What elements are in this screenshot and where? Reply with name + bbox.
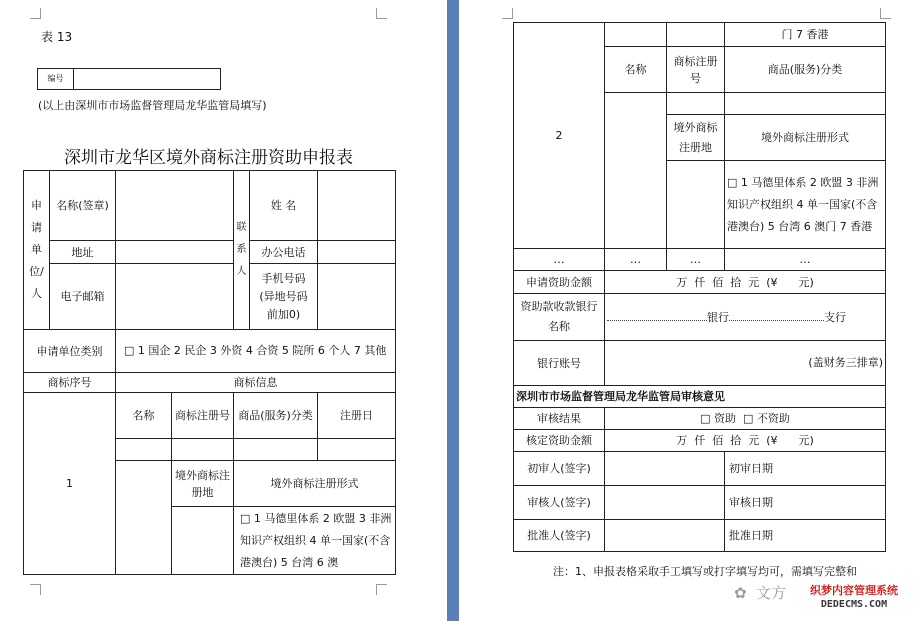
overseas-form-label: 境外商标注册形式 — [234, 461, 396, 507]
overseas-place-label-2: 境外商标注册地 — [667, 115, 725, 161]
approved-amount-label: 核定资助金额 — [514, 430, 605, 452]
office-phone-input[interactable] — [318, 241, 396, 264]
site-cn: 织梦内容管理系统 — [810, 584, 898, 597]
col-goods-2: 商品(服务)分类 — [725, 47, 886, 93]
person-name-label: 姓 名 — [250, 171, 318, 241]
watermark — [730, 578, 910, 618]
col-name: 名称 — [116, 393, 172, 439]
col-regno: 商标注册号 — [172, 393, 234, 439]
first-reviewer-label: 初审人(签字) — [514, 452, 605, 486]
bank-input[interactable] — [605, 294, 886, 341]
mobile-input[interactable] — [318, 264, 396, 330]
account-note: (盖财务三排章) — [808, 356, 883, 369]
crop-mark — [376, 584, 387, 595]
name-label: 名称(签章) — [50, 171, 116, 241]
crop-mark — [880, 8, 891, 19]
approved-amount-units[interactable]: 万 仟 佰 拾 元 (¥ 元) — [605, 430, 886, 452]
tm-seq-header: 商标序号 — [24, 373, 116, 393]
col-regdate: 注册日 — [318, 393, 396, 439]
reviewer-sign[interactable] — [605, 486, 725, 520]
review-date-cell[interactable] — [725, 486, 886, 520]
goods-cell-2[interactable] — [725, 93, 886, 115]
overseas-place-input[interactable] — [172, 507, 234, 575]
ellipsis-cell: … — [667, 249, 725, 271]
col-regno-2: 商标注册号 — [667, 47, 725, 93]
regno-cell[interactable] — [172, 439, 234, 461]
applicant-unit-label: 申 请 单 位/ 人 — [24, 171, 50, 330]
reviewer-label: 审核人(签字) — [514, 486, 605, 520]
account-label: 银行账号 — [514, 341, 605, 386]
regdate-cell[interactable] — [318, 439, 396, 461]
contact-person-label: 联 系 人 — [234, 171, 250, 330]
overseas-form-options[interactable]: □ 1 马德里体系 2 欧盟 3 非洲知识产权组织 4 单一国家(不含港澳台) 5 台湾 6 澳 — [234, 507, 396, 575]
ellipsis-cell: … — [605, 249, 667, 271]
form-options-cont: 门 7 香港 — [725, 23, 886, 47]
ellipsis-cell: … — [514, 249, 605, 271]
office-phone-label: 办公电话 — [250, 241, 318, 264]
review-result-options[interactable]: □ 资助 □ 不资助 — [605, 408, 886, 430]
branch-word: 支行 — [824, 310, 846, 324]
bank-label: 资助款收款银行名称 — [514, 294, 605, 341]
footnote: 注：1、申报表格采取手工填写或打字填写均可，需填写完整和 — [553, 565, 857, 578]
review-date-label: 审核日期 — [729, 496, 773, 509]
serial-input[interactable] — [74, 69, 220, 89]
blank-cell — [116, 461, 172, 575]
row-number-2: 2 — [514, 23, 605, 249]
amount-label: 申请资助金额 — [514, 271, 605, 294]
crop-mark — [376, 8, 387, 19]
name-cell[interactable] — [116, 439, 172, 461]
email-label: 电子邮箱 — [50, 264, 116, 330]
account-input[interactable] — [605, 341, 886, 386]
ellipsis-cell: … — [725, 249, 886, 271]
blank-cell — [605, 23, 667, 47]
page-divider — [447, 0, 459, 621]
overseas-place-input-2[interactable] — [667, 161, 725, 249]
left-form-table — [23, 170, 396, 575]
approver-sign[interactable] — [605, 520, 725, 552]
name-input[interactable] — [116, 171, 234, 241]
unit-category-label: 申请单位类别 — [24, 330, 116, 373]
blank-cell — [667, 23, 725, 47]
serial-box — [37, 68, 221, 90]
approve-date-label: 批准日期 — [729, 529, 773, 542]
table-number: 表 13 — [41, 30, 73, 44]
first-date-label: 初审日期 — [729, 462, 773, 475]
address-input[interactable] — [116, 241, 234, 264]
watermark-brand: 文方 — [756, 584, 787, 602]
amount-units[interactable]: 万 仟 佰 拾 元 (¥ 元) — [605, 271, 886, 294]
row-number: 1 — [24, 393, 116, 575]
col-goods: 商品(服务)分类 — [234, 393, 318, 439]
goods-cell[interactable] — [234, 439, 318, 461]
overseas-place-label: 境外商标注册地 — [172, 461, 234, 507]
serial-label: 编号 — [38, 69, 74, 89]
right-form-table — [513, 22, 886, 552]
crop-mark — [502, 8, 513, 19]
address-label: 地址 — [50, 241, 116, 264]
name-cell-2[interactable] — [605, 93, 667, 249]
form-title: 深圳市龙华区境外商标注册资助申报表 — [64, 148, 353, 168]
regno-cell-2[interactable] — [667, 93, 725, 115]
review-header: 深圳市市场监督管理局龙华监管局审核意见 — [514, 386, 886, 408]
approver-label: 批准人(签字) — [514, 520, 605, 552]
site-badge — [802, 584, 906, 614]
person-name-input[interactable] — [318, 171, 396, 241]
first-reviewer-sign[interactable] — [605, 452, 725, 486]
col-name-2: 名称 — [605, 47, 667, 93]
crop-mark — [30, 584, 41, 595]
mobile-label: 手机号码 (异地号码 前加0) — [250, 264, 318, 330]
wechat-icon: ✿ — [734, 584, 747, 602]
overseas-form-label-2: 境外商标注册形式 — [725, 115, 886, 161]
approve-date-cell[interactable] — [725, 520, 886, 552]
bank-word: 银行 — [707, 310, 729, 324]
overseas-form-options-2[interactable]: □ 1 马德里体系 2 欧盟 3 非洲知识产权组织 4 单一国家(不含港澳台) 5 台湾 6 澳门 7 香港 — [725, 161, 886, 249]
review-result-label: 审核结果 — [514, 408, 605, 430]
crop-mark — [30, 8, 41, 19]
tm-info-header: 商标信息 — [116, 373, 396, 393]
site-en: DEDECMS.COM — [820, 599, 888, 610]
first-date-cell[interactable] — [725, 452, 886, 486]
email-input[interactable] — [116, 264, 234, 330]
unit-category-options[interactable]: □ 1 国企 2 民企 3 外资 4 合资 5 院所 6 个人 7 其他 — [116, 330, 396, 373]
fill-note: (以上由深圳市市场监督管理局龙华监管局填写) — [38, 99, 267, 112]
